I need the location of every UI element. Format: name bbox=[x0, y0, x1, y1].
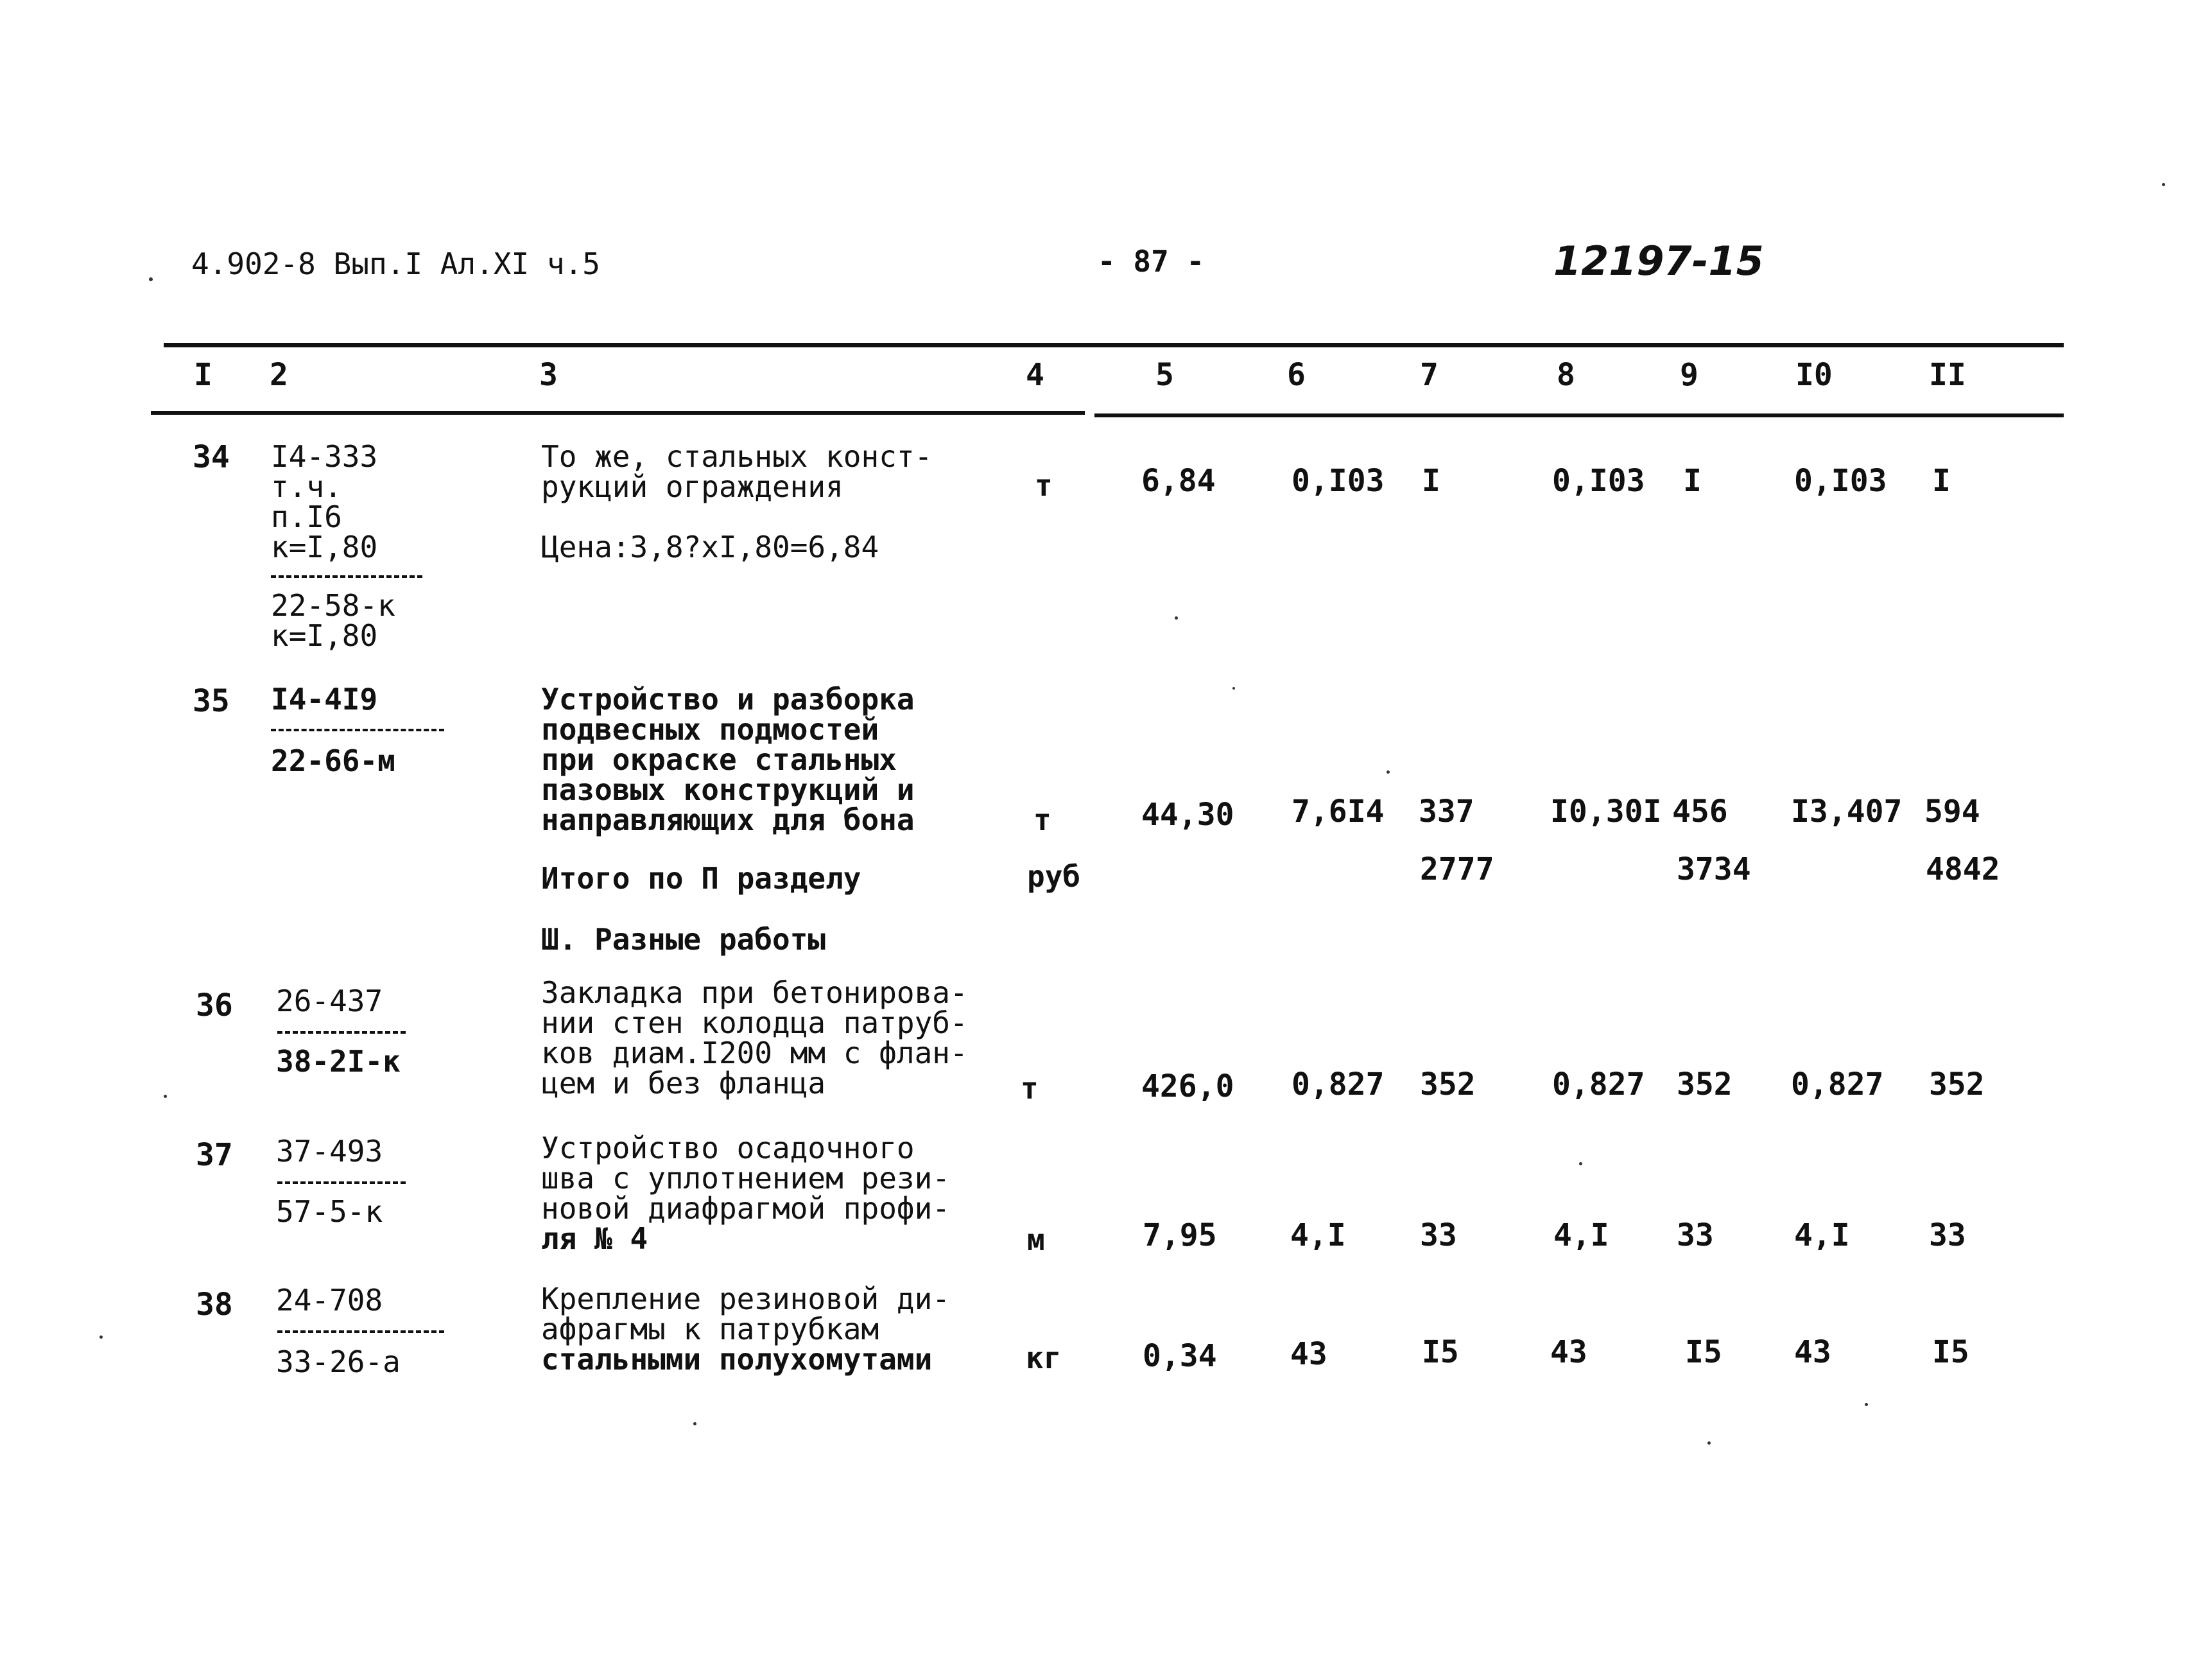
scan-speck bbox=[164, 1095, 167, 1098]
work-description-line: рукций ограждения bbox=[541, 469, 843, 504]
price-code: 38-2I-к bbox=[276, 1044, 401, 1079]
cell-col11: I bbox=[1932, 463, 1951, 499]
col-header-6: 6 bbox=[1287, 357, 1306, 393]
cell-col8: 0,827 bbox=[1552, 1066, 1645, 1102]
handwritten-number: 12197-15 bbox=[1553, 238, 1764, 284]
cell-col11: 33 bbox=[1929, 1217, 1966, 1253]
col-header-9: 9 bbox=[1680, 357, 1698, 393]
scan-speck bbox=[1387, 770, 1390, 774]
price-code: 33-26-а bbox=[276, 1344, 401, 1379]
header-bottom-rule-right bbox=[1094, 413, 2064, 417]
row-number: 35 bbox=[193, 683, 230, 719]
table-top-rule bbox=[164, 343, 2064, 347]
cell-col6: 0,I03 bbox=[1292, 463, 1385, 499]
unit: т bbox=[1033, 803, 1051, 837]
col-header-5: 5 bbox=[1155, 357, 1174, 393]
scan-speck bbox=[1707, 1441, 1711, 1445]
row-number: 38 bbox=[196, 1287, 233, 1323]
cell-col9: 33 bbox=[1677, 1217, 1714, 1253]
col-header-3: 3 bbox=[539, 357, 558, 393]
row-number: 36 bbox=[196, 987, 233, 1023]
work-description-line: Устройство и разборка bbox=[541, 682, 915, 717]
work-description-line: направляющих для бона bbox=[541, 803, 915, 837]
scan-speck bbox=[149, 277, 153, 281]
unit: м bbox=[1027, 1222, 1045, 1257]
work-description-line: Устройство осадочного bbox=[541, 1131, 915, 1165]
cell-col11: 352 bbox=[1929, 1066, 1985, 1102]
cell-col5: 0,34 bbox=[1143, 1338, 1217, 1374]
work-description-line: ков диам.I200 мм с флан- bbox=[541, 1036, 968, 1070]
cell-col5: 7,95 bbox=[1143, 1217, 1217, 1253]
code-separator bbox=[271, 575, 422, 578]
norm-code: 26-437 bbox=[276, 984, 383, 1018]
row-number: 37 bbox=[196, 1137, 233, 1173]
code-separator bbox=[271, 729, 444, 731]
subtotal-col11: 4842 bbox=[1926, 851, 2000, 887]
cell-col9: I bbox=[1683, 463, 1702, 499]
scan-speck bbox=[99, 1335, 103, 1339]
work-description-line: Крепление резиновой ди- bbox=[541, 1282, 950, 1316]
col-header-11: II bbox=[1929, 357, 1966, 393]
subtotal-col7: 2777 bbox=[1420, 851, 1494, 887]
coefficient: к=I,80 bbox=[271, 530, 378, 564]
cell-col7: 33 bbox=[1420, 1217, 1457, 1253]
col-header-10: I0 bbox=[1795, 357, 1833, 393]
cell-col8: 43 bbox=[1550, 1334, 1587, 1370]
col-header-2: 2 bbox=[270, 357, 288, 393]
cell-col5: 426,0 bbox=[1141, 1068, 1234, 1104]
cell-col5: 6,84 bbox=[1141, 463, 1216, 499]
col-header-1: I bbox=[194, 357, 212, 393]
col-header-8: 8 bbox=[1557, 357, 1575, 393]
cell-col7: I bbox=[1422, 463, 1440, 499]
cell-col10: 43 bbox=[1794, 1334, 1831, 1370]
code-separator bbox=[277, 1330, 444, 1333]
cell-col7: 352 bbox=[1420, 1066, 1476, 1102]
work-description-line: То же, стальных конст- bbox=[541, 439, 933, 474]
subtotal-label: Итого по П разделу bbox=[541, 861, 861, 896]
scan-speck bbox=[1175, 616, 1178, 620]
work-description-line: пазовых конструкций и bbox=[541, 772, 915, 807]
cell-col9: 456 bbox=[1672, 794, 1728, 830]
scan-speck bbox=[1865, 1403, 1868, 1406]
code-separator bbox=[277, 1031, 406, 1034]
cell-col9: 352 bbox=[1677, 1066, 1732, 1102]
cell-col11: I5 bbox=[1932, 1334, 1969, 1370]
scan-speck bbox=[2162, 183, 2165, 186]
work-description-line: шва с уплотнением рези- bbox=[541, 1161, 950, 1196]
work-description-line: при окраске стальных bbox=[541, 742, 897, 777]
work-description-line: ля № 4 bbox=[541, 1221, 648, 1256]
row-number: 34 bbox=[193, 439, 230, 475]
price-code: 57-5-к bbox=[276, 1194, 383, 1229]
header-bottom-rule-left bbox=[151, 411, 1085, 415]
cell-col7: 337 bbox=[1419, 794, 1474, 830]
cell-col6: 4,I bbox=[1290, 1217, 1346, 1253]
cell-col6: 0,827 bbox=[1292, 1066, 1385, 1102]
scan-speck bbox=[1232, 687, 1235, 690]
code-separator bbox=[277, 1181, 406, 1184]
cell-col7: I5 bbox=[1422, 1334, 1459, 1370]
unit: т bbox=[1035, 468, 1053, 503]
work-description-line: новой диафрагмой профи- bbox=[541, 1191, 950, 1226]
norm-code: I4-333 bbox=[271, 439, 378, 474]
price-code: 22-66-м bbox=[271, 744, 395, 778]
cell-col6: 7,6I4 bbox=[1292, 794, 1385, 830]
scan-speck bbox=[1579, 1162, 1582, 1165]
unit: руб bbox=[1027, 859, 1081, 894]
unit: т bbox=[1021, 1071, 1039, 1106]
unit: кг bbox=[1026, 1341, 1062, 1375]
work-description-line: подвесных подмостей bbox=[541, 712, 879, 747]
price-code: 22-58-к bbox=[271, 588, 395, 623]
col-header-4: 4 bbox=[1026, 357, 1044, 393]
cell-col10: I3,407 bbox=[1791, 794, 1903, 830]
scan-speck bbox=[693, 1422, 696, 1425]
work-description-line: нии стен колодца патруб- bbox=[541, 1005, 968, 1040]
norm-code: I4-4I9 bbox=[271, 682, 378, 717]
cell-col10: 4,I bbox=[1794, 1217, 1850, 1253]
norm-code: 37-493 bbox=[276, 1134, 383, 1169]
norm-code-note: п.I6 bbox=[271, 500, 342, 534]
cell-col11: 594 bbox=[1924, 794, 1980, 830]
cell-col9: I5 bbox=[1685, 1334, 1722, 1370]
col-header-7: 7 bbox=[1420, 357, 1439, 393]
work-description-line: цем и без фланца bbox=[541, 1066, 826, 1100]
cell-col8: 4,I bbox=[1553, 1217, 1609, 1253]
work-description-line: афрагмы к патрубкам bbox=[541, 1312, 879, 1346]
document-reference: 4.902-8 Вып.I Ал.XI ч.5 bbox=[191, 247, 600, 281]
cell-col5: 44,30 bbox=[1141, 797, 1234, 833]
cell-col8: 0,I03 bbox=[1552, 463, 1645, 499]
work-description-line: стальными полухомутами bbox=[541, 1342, 933, 1377]
cell-col10: 0,827 bbox=[1791, 1066, 1884, 1102]
work-description-line: Закладка при бетонирова- bbox=[541, 975, 968, 1010]
page-number: - 87 - bbox=[1098, 244, 1205, 279]
cell-col8: I0,30I bbox=[1550, 794, 1662, 830]
section-heading: Ш. Разные работы bbox=[541, 922, 826, 957]
norm-code-note: т.ч. bbox=[271, 469, 342, 504]
norm-code: 24-708 bbox=[276, 1283, 383, 1318]
cell-col6: 43 bbox=[1290, 1336, 1327, 1372]
subtotal-col9: 3734 bbox=[1677, 851, 1751, 887]
coefficient: к=I,80 bbox=[271, 618, 378, 653]
cell-col10: 0,I03 bbox=[1794, 463, 1887, 499]
price-note: Цена:3,8?xI,80=6,84 bbox=[541, 530, 879, 564]
